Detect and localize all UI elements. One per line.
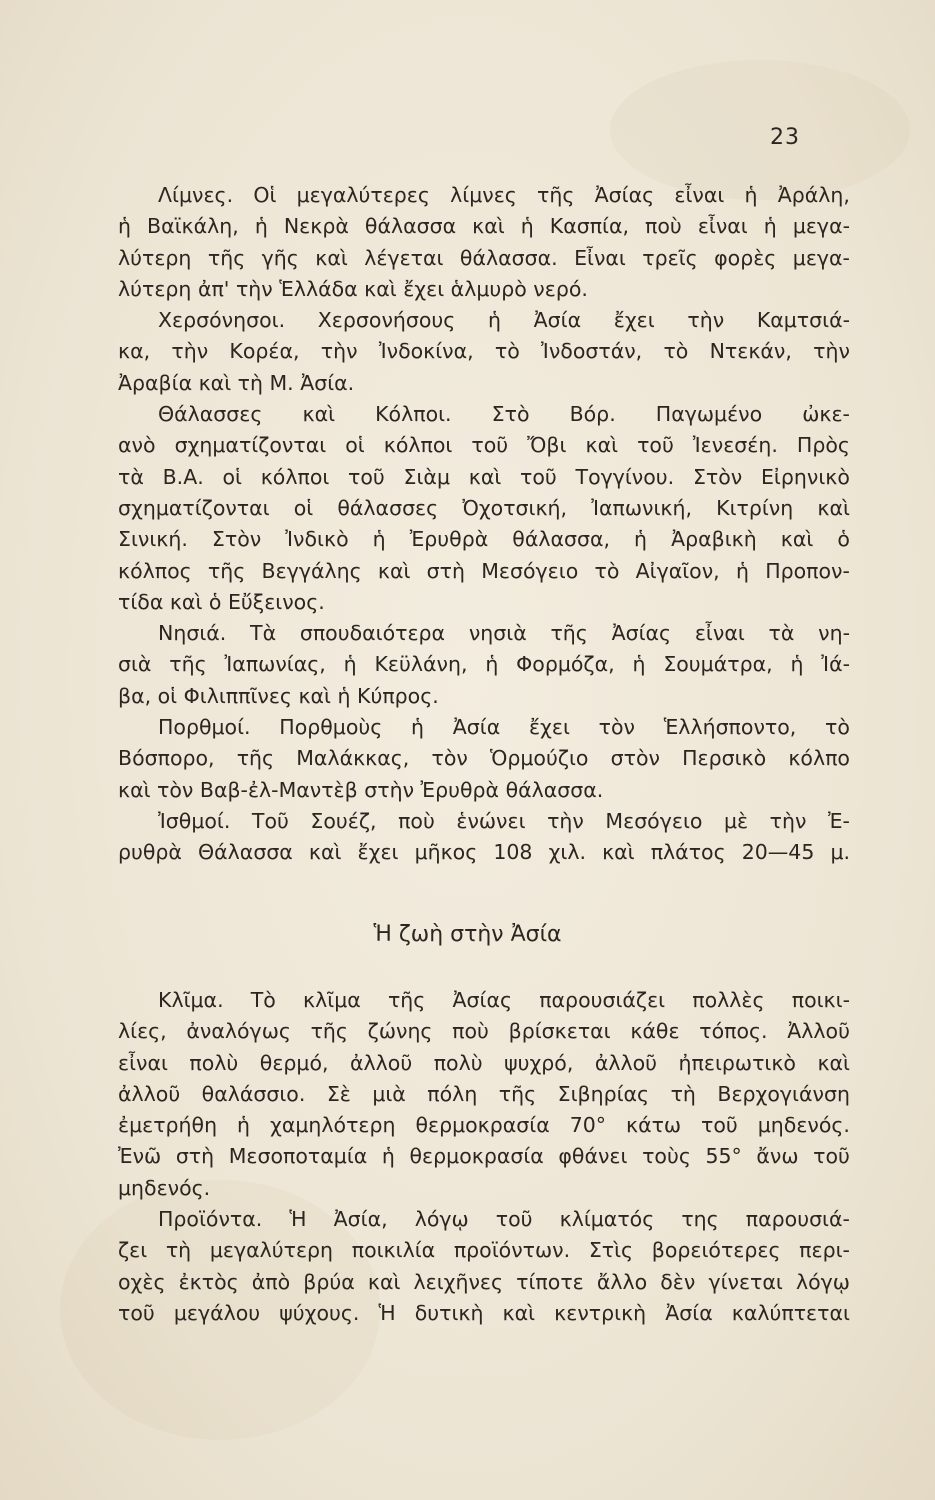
- text-line: καὶ τὸν Βαβ-ἐλ-Μαντὲβ στὴν Ἐρυθρὰ θάλασσα.: [118, 777, 604, 802]
- text-line: τοῦ μεγάλου ψύχους. Ἡ δυτικὴ καὶ κεντρικὴ Ἀσία καλύπτεται: [118, 1300, 850, 1325]
- text-line: εἶναι πολὺ θερμό, ἀλλοῦ πολὺ ψυχρό, ἀλλοῦ ἠπειρωτικὸ καὶ: [118, 1050, 850, 1075]
- page-number: 23: [770, 125, 800, 150]
- text-line: Ἐνῶ στὴ Μεσοποταμία ἡ θερμοκρασία φθάνει τοὺς 55° ἄνω τοῦ: [118, 1144, 850, 1169]
- text-line: Σινική. Στὸν Ἰνδικὸ ἡ Ἐρυθρὰ θάλασσα, ἡ Ἀραβικὴ καὶ ὁ: [118, 527, 850, 552]
- text-line: Ἀραβία καὶ τὴ Μ. Ἀσία.: [118, 370, 355, 395]
- text-line: ζει τὴ μεγαλύτερη ποικιλία προϊόντων. Στὶς βορειότερες περι-: [118, 1238, 850, 1263]
- text-line: Νησιά. Τὰ σπουδαιότερα νησιὰ τῆς Ἀσίας εἶναι τὰ νη-: [158, 621, 850, 646]
- section-geography: [118, 180, 850, 869]
- text-line: κόλπος τῆς Βεγγάλης καὶ στὴ Μεσόγειο τὸ Αἰγαῖον, ἡ Προπον-: [118, 558, 850, 583]
- text-line: Λίμνες. Οἱ μεγαλύτερες λίμνες τῆς Ἀσίας εἶναι ἡ Ἀράλη,: [158, 183, 850, 207]
- section-life: [118, 985, 850, 1329]
- section-heading: Ἡ ζωὴ στὴν Ἀσία: [373, 922, 562, 947]
- text-line: Κλῖμα. Τὸ κλῖμα τῆς Ἀσίας παρουσιάζει πολλὲς ποικι-: [158, 988, 850, 1012]
- text-line: κα, τὴν Κορέα, τὴν Ἰνδοκίνα, τὸ Ἰνδοστάν, τὸ Ντεκάν, τὴν: [118, 339, 850, 364]
- text-line: μηδενός.: [118, 1175, 211, 1200]
- paper-stain: [610, 60, 910, 200]
- text-line: ἐμετρήθη ἡ χαμηλότερη θερμοκρασία 70° κάτω τοῦ μηδενός.: [118, 1113, 850, 1138]
- text-line: ανὸ σχηματίζονται οἱ κόλποι τοῦ Ὄβι καὶ τοῦ Ἰενεσέη. Πρὸς: [118, 433, 850, 458]
- text-line: λύτερη τῆς γῆς καὶ λέγεται θάλασσα. Εἶναι τρεῖς φορὲς μεγα-: [118, 245, 850, 270]
- text-line: ἡ Βαϊκάλη, ἡ Νεκρὰ θάλασσα καὶ ἡ Κασπία, ποὺ εἶναι ἡ μεγα-: [118, 214, 850, 239]
- text-line: Προϊόντα. Ἡ Ἀσία, λόγῳ τοῦ κλίματός της παρουσιά-: [158, 1207, 850, 1232]
- text-line: Χερσόνησοι. Χερσονήσους ἡ Ἀσία ἔχει τὴν Καμτσιά-: [158, 308, 850, 333]
- text-line: σιὰ τῆς Ἰαπωνίας, ἡ Κεϋλάνη, ἡ Φορμόζα, ἡ Σουμάτρα, ἡ Ἰά-: [118, 652, 850, 677]
- text-line: οχὲς ἐκτὸς ἀπὸ βρύα καὶ λειχῆνες τίποτε ἄλλο δὲν γίνεται λόγῳ: [118, 1269, 850, 1294]
- text-line: Πορθμοί. Πορθμοὺς ἡ Ἀσία ἔχει τὸν Ἑλλήσποντο, τὸ: [158, 715, 850, 740]
- text-line: τὰ Β.Α. οἱ κόλποι τοῦ Σιὰμ καὶ τοῦ Τογγίνου. Στὸν Εἰρηνικὸ: [118, 464, 850, 489]
- text-line: Ἰσθμοί. Τοῦ Σουέζ, ποὺ ἑνώνει τὴν Μεσόγειο μὲ τὴν Ἐ-: [158, 808, 850, 833]
- text-line: λύτερη ἀπ' τὴν Ἑλλάδα καὶ ἔχει ἁλμυρὸ νερό.: [118, 276, 588, 301]
- text-line: ἀλλοῦ θαλάσσιο. Σὲ μιὰ πόλη τῆς Σιβηρίας τὴ Βερχογιάνση: [118, 1081, 850, 1106]
- text-line: Θάλασσες καὶ Κόλποι. Στὸ Βόρ. Παγωμένο ὠκε-: [158, 402, 850, 427]
- text-line: βα, οἱ Φιλιππῖνες καὶ ἡ Κύπρος.: [118, 683, 439, 708]
- text-line: ρυθρὰ Θάλασσα καὶ ἔχει μῆκος 108 χιλ. καὶ πλάτος 20—45 μ.: [118, 840, 850, 865]
- text-line: τίδα καὶ ὁ Εὔξεινος.: [118, 589, 325, 614]
- text-line: σχηματίζονται οἱ θάλασσες Ὀχοτσική, Ἰαπωνική, Κιτρίνη καὶ: [118, 495, 850, 520]
- text-line: Βόσπορο, τῆς Μαλάκκας, τὸν Ὁρμούζιο στὸν Περσικὸ κόλπο: [118, 746, 850, 771]
- text-line: λίες, ἀναλόγως τῆς ζώνης ποὺ βρίσκεται κάθε τόπος. Ἀλλοῦ: [118, 1019, 850, 1044]
